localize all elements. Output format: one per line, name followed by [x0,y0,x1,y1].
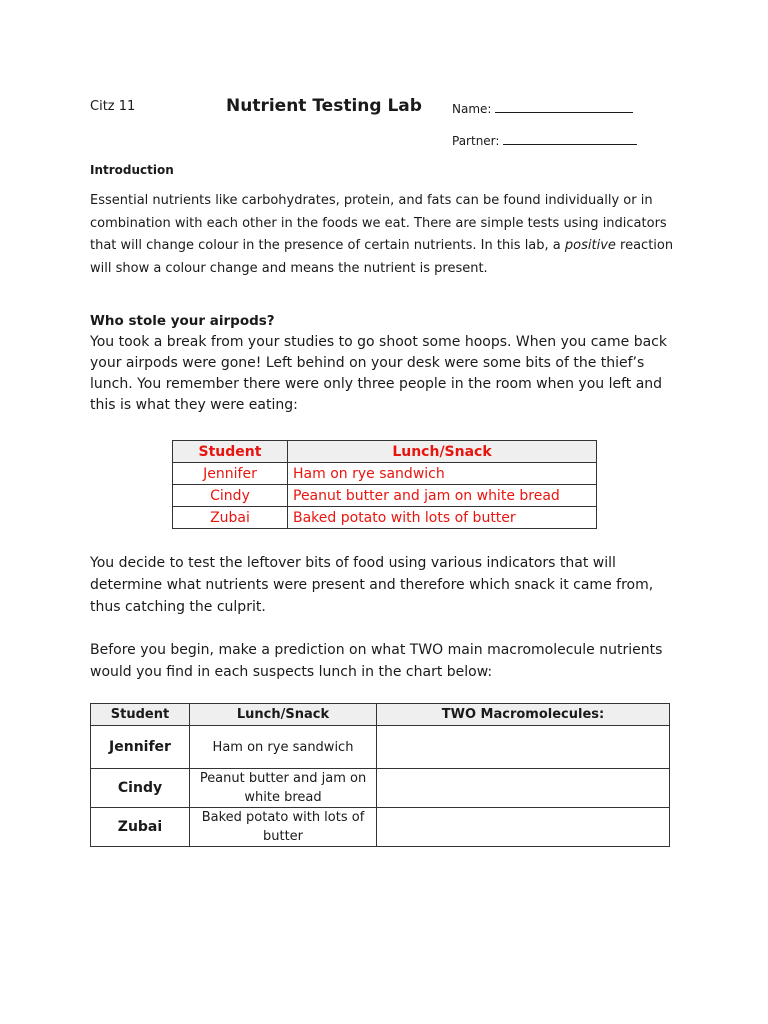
instruction-line: would you find in each suspects lunch in the chart below: [90,664,493,680]
column-header-snack: Lunch/Snack [288,441,597,463]
snack-cell [190,769,377,808]
snack-line: white bread [244,790,322,805]
table-row [173,485,597,507]
story-heading: Who stole your airpods? [90,313,275,329]
student-cell: Cindy [173,485,288,507]
column-header-macromolecules: TWO Macromolecules: [377,704,670,726]
table-header-row [91,704,670,726]
decide-line: thus catching the culprit. [90,599,266,615]
story-line: your airpods were gone! Left behind on your desk were some bits of the thief’s [90,355,645,371]
student-cell: Jennifer [173,463,288,485]
decide-line: determine what nutrients were present and therefore which snack it came from, [90,577,654,593]
decide-paragraph [90,552,690,618]
student-cell: Cindy [91,769,190,808]
snack-line: Ham on rye sandwich [212,739,354,755]
page-title: Nutrient Testing Lab [226,96,422,116]
snack-cell [190,726,377,769]
table-header-row [173,441,597,463]
story-paragraph [90,332,690,416]
story-line: this is what they were eating: [90,397,298,413]
column-header-student: Student [173,441,288,463]
intro-heading: Introduction [90,163,174,177]
suspects-table [172,440,597,529]
snack-line: butter [262,829,304,844]
snack-line: Baked potato with lots of [201,810,365,825]
partner-blank [503,132,637,145]
table-row [173,507,597,529]
course-code: Citz 11 [90,99,136,114]
snack-cell: Baked potato with lots of butter [288,507,597,529]
macromolecules-answer-cell[interactable] [377,808,670,847]
snack-cell: Ham on rye sandwich [288,463,597,485]
macromolecules-answer-cell[interactable] [377,726,670,769]
intro-paragraph [90,190,690,280]
intro-line: Essential nutrients like carbohydrates, protein, and fats can be found individually or in [90,193,653,208]
partner-label: Partner: [452,134,500,148]
intro-line [90,235,690,258]
instruction-line: Before you begin, make a prediction on what TWO main macromolecule nutrients [90,642,663,658]
column-header-student: Student [91,704,190,726]
intro-line: combination with each other in the foods we eat. There are simple tests using indicators [90,215,667,231]
intro-line: will show a colour change and means the nutrient is present. [90,260,488,276]
intro-line-text: that will change colour in the presence of certain nutrients. In this lab, a [90,238,565,253]
snack-cell [190,808,377,847]
intro-line-end: reaction [615,238,674,253]
table-row [173,463,597,485]
table-row [91,769,670,808]
snack-line: Peanut butter and jam on [199,771,367,786]
student-cell: Zubai [173,507,288,529]
student-cell: Zubai [91,808,190,847]
prediction-table [90,703,670,847]
partner-field [452,132,637,148]
name-field [452,100,633,116]
name-blank [495,100,633,113]
table-row [91,726,670,769]
snack-cell: Peanut butter and jam on white bread [288,485,597,507]
decide-line: You decide to test the leftover bits of food using various indicators that will [90,555,616,571]
name-label: Name: [452,102,492,116]
macromolecules-answer-cell[interactable] [377,769,670,808]
table-row [91,808,670,847]
prediction-instructions [90,639,690,683]
column-header-snack: Lunch/Snack [190,704,377,726]
student-cell: Jennifer [91,726,190,769]
story-line: lunch. You remember there were only three people in the room when you left and [90,376,663,392]
emphasis-positive: positive [564,238,616,253]
story-line: You took a break from your studies to go shoot some hoops. When you came back [90,334,667,350]
